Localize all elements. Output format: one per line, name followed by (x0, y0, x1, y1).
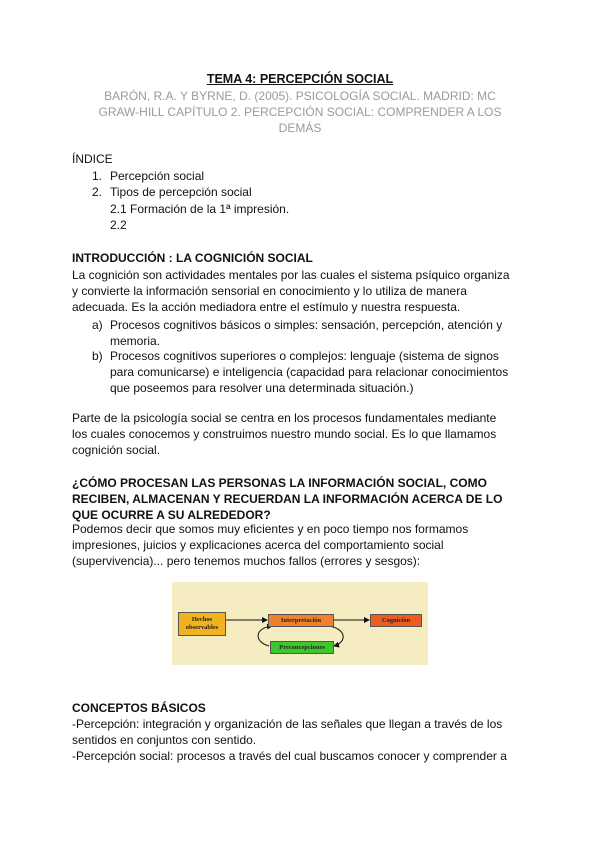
concept-line: sentidos en conjuntos con sentido. (72, 733, 257, 747)
interpretacion-box: Interpretación (268, 614, 334, 627)
paragraph-line: impresiones, juicios y explicaciones acerca del comportamiento social (72, 538, 444, 552)
reference-citation (70, 88, 530, 136)
intro-list-item (92, 348, 552, 396)
intro-paragraph (72, 267, 532, 315)
index-item-text: Tipos de percepción social (110, 185, 252, 199)
index-heading: ÍNDICE (72, 152, 113, 166)
paragraph-line: los cuales conocemos y construimos nuestro mundo social. Es lo que llamamos (72, 427, 497, 441)
index-item-marker: 2. (92, 185, 103, 199)
list-item-line: Procesos cognitivos superiores o complejos: lenguaje (sistema de signos (110, 349, 499, 363)
paragraph-line: Podemos decir que somos muy eficientes y en poco tiempo nos formamos (72, 522, 469, 536)
hechos-observables-box (178, 612, 226, 636)
reference-line: GRAW-HILL CAPÍTULO 2. PERCEPCIÓN SOCIAL: COMPRENDER A LOS (98, 105, 502, 119)
diagram-label: Hechos (191, 616, 213, 623)
question-heading-line: ¿CÓMO PROCESAN LAS PERSONAS LA INFORMACIÓN SOCIAL, COMO (72, 476, 487, 490)
question-heading (72, 475, 532, 523)
question-heading-line: RECIBEN, ALMACENAN Y RECUERDAN LA INFORMACIÓN ACERCA DE LO (72, 492, 503, 506)
concepts-paragraph (72, 716, 532, 764)
concept-line: -Percepción social: procesos a través del cual buscamos conocer y comprender a (72, 749, 507, 763)
concept-line: -Percepción: integración y organización de las señales que llegan a través de los (72, 717, 503, 731)
preconcepciones-box: Preconcepciones (270, 641, 334, 654)
reference-line: BARÓN, R.A. Y BYRNE, D. (2005). PSICOLOGÍA SOCIAL. MADRID: MC (104, 89, 496, 103)
concepts-heading: CONCEPTOS BÁSICOS (72, 701, 206, 715)
intro-list-item (92, 317, 552, 349)
question-paragraph (72, 521, 532, 569)
paragraph-line: cognición social. (72, 443, 161, 457)
intro-line: adecuada. Es la acción mediadora entre el estímulo y nuestra respuesta. (72, 300, 461, 314)
index-item-marker: 1. (92, 169, 103, 183)
intro-line: La cognición son actividades mentales por las cuales el sistema psíquico organiza (72, 268, 510, 282)
perception-process-diagram (172, 582, 428, 665)
index-subitem: 2.2 (110, 218, 127, 232)
diagram-label: observables (185, 624, 219, 631)
social-cognition-paragraph (72, 410, 532, 458)
page-title: TEMA 4: PERCEPCIÓN SOCIAL (206, 72, 394, 86)
intro-line: y convierte la información sensorial en conocimiento y lo utiliza de manera (72, 284, 467, 298)
intro-heading: INTRODUCCIÓN : LA COGNICIÓN SOCIAL (72, 251, 313, 265)
index-item-text: Percepción social (110, 169, 205, 183)
list-item-line: que poseemos para resolver una determinada situación.) (110, 381, 414, 395)
list-item-line: para comunicarse) e inteligencia (capacidad para relacionar conocimientos (110, 365, 509, 379)
reference-line: DEMÁS (278, 121, 322, 135)
list-item-line: memoria. (110, 334, 161, 348)
paragraph-line: (supervivencia)... pero tenemos muchos fallos (errores y sesgos): (72, 554, 421, 568)
cognicion-box: Cognición (370, 614, 422, 627)
paragraph-line: Parte de la psicología social se centra en los procesos fundamentales mediante (72, 411, 497, 425)
list-item-line: Procesos cognitivos básicos o simples: sensación, percepción, atención y (110, 318, 503, 332)
list-marker: b) (92, 349, 103, 363)
question-heading-line: QUE OCURRE A SU ALREDEDOR? (72, 508, 271, 522)
index-subitem: 2.1 Formación de la 1ª impresión. (110, 202, 290, 216)
list-marker: a) (92, 318, 103, 332)
